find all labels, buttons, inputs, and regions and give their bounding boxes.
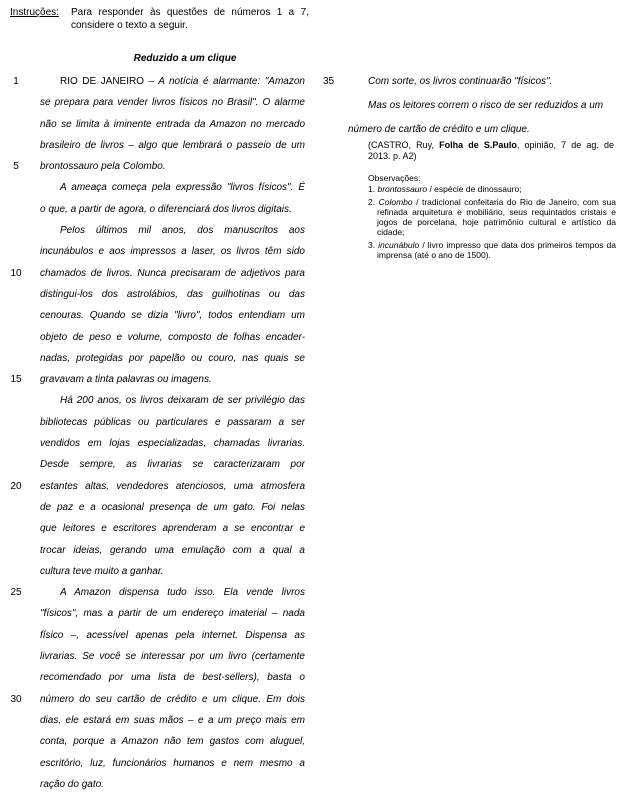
- text-line: dias, ele estará em suas mãos – e a um preço mais em: [40, 714, 305, 726]
- text-line: distingui-los dos astrolábios, das guilhotinas ou das: [40, 288, 305, 300]
- line-number: 1: [13, 76, 19, 87]
- text-line: cultura teve muito a ganhar.: [40, 565, 164, 577]
- text-line: físico –, acessível apenas pela internet. Dispensa as: [40, 629, 305, 641]
- main-text-column: [10, 75, 305, 799]
- text-line: 5 brontossauro pela Colombo.: [40, 160, 305, 181]
- text-line: vendidos em lojas especializadas, chamadas livrarias.: [40, 438, 305, 450]
- text-title: Reduzido a um clique: [133, 53, 237, 64]
- observation-item: 1. brontossauro / espécie de dinossauro;: [368, 184, 522, 194]
- text-line-37: número de cartão de crédito e um clique.: [348, 124, 530, 135]
- dateline: RIO DE JANEIRO: [60, 76, 145, 87]
- line-number: 25: [10, 587, 22, 599]
- text-line: conta, porque a Amazon não tem gastos com aluguel,: [40, 736, 305, 748]
- text-line: Há 200 anos, os livros deixaram de ser privilégio das: [60, 395, 305, 407]
- observations-list: [368, 184, 616, 260]
- text-line: bibliotecas públicas ou particulares e passaram a ser: [40, 416, 305, 428]
- line-number: 30: [10, 693, 22, 705]
- text-line-36: Mas os leitores correm o risco de ser reduzidos a um: [368, 100, 604, 111]
- text-line: 10 chamados de livros. Nunca precisaram de adjetivos para: [40, 267, 305, 288]
- text-line: recomendado por uma lista de best-sellers), basta o: [40, 672, 305, 684]
- text-line: o que, a partir de agora, o diferenciará dos livros digitais.: [40, 203, 292, 215]
- citation-source: Folha de S.Paulo: [439, 140, 517, 150]
- observations: [368, 173, 616, 263]
- text-line-35: 35 Com sorte, os livros continuarão "físicos".: [323, 76, 553, 87]
- observation-item: 3. incunábulo / livro impresso que data dos primeiros tempos da imprensa (até o ano de 1500).: [368, 240, 616, 260]
- text-line: objeto de peso e volume, composto de folhas encader-: [40, 331, 305, 343]
- text-line: nadas, protegidas por papelão ou couro, nas quais se: [40, 352, 305, 364]
- text-line: trocar ideias, gerando uma emulação com a qual a: [40, 544, 305, 556]
- text-line: 20 estantes altas, vendedores atenciosos, uma atmosfera: [40, 480, 305, 501]
- text-line: 1 RIO DE JANEIRO – A notícia é alarmante: "Amazon: [40, 75, 305, 96]
- text-line: incunábulos e aos impressos a laser, os livros têm sido: [40, 246, 305, 258]
- text-line: se prepara para vender livros físicos no Brasil". O alarme: [40, 97, 305, 109]
- text-line: A ameaça começa pela expressão "livros físicos". É: [60, 182, 305, 194]
- text-line: cenouras. Quando se dizia "livro", todos entendiam um: [40, 310, 305, 322]
- citation: (CASTRO, Ruy, Folha de S.Paulo, opinião, 7 de ag. de 2013. p. A2): [368, 140, 614, 161]
- second-text-column: [323, 75, 616, 147]
- text-line: brasileiro de livros – algo que lembrará o passeio de um: [40, 139, 305, 151]
- line-number: 5: [13, 161, 19, 173]
- instructions-label: Instruções:: [10, 7, 59, 18]
- text-line: livrarias. Se você se interessar por um livro (certamente: [40, 651, 305, 663]
- observation-term: Colombo: [378, 197, 413, 207]
- text-line: escritório, luz, funcionários humanos e nem mesmo a: [40, 757, 305, 769]
- text-line: Pelos últimos mil anos, dos manuscritos aos: [60, 225, 305, 237]
- text-line: que leitores e escritores aprenderam a se encontrar e: [40, 523, 305, 535]
- text-line: 30 número do seu cartão de crédito e um clique. Em dois: [40, 693, 305, 714]
- line-number: 20: [10, 480, 22, 492]
- instructions-text: Para responder às questões de números 1 a 7, considere o texto a seguir.: [71, 7, 309, 31]
- line-number: 15: [10, 374, 22, 386]
- text-line: 25 A Amazon dispensa tudo isso. Ela vende livros: [40, 586, 305, 607]
- observation-term: brontossauro: [377, 184, 428, 194]
- text-line: não se limita à iminente entrada da Amazon no mercado: [40, 118, 305, 130]
- observation-term: incunábulo: [378, 240, 420, 250]
- text-line: de paz e a ocasional presença de um gato. Foi nelas: [40, 501, 305, 513]
- text-line: 15 gravavam a tinta palavras ou imagens.: [40, 373, 305, 394]
- text-line: ração do gato.: [40, 778, 104, 790]
- text-line: Desde sempre, as livrarias se caracterizaram por: [40, 459, 305, 471]
- text-line: "físicos", mas a partir de um endereço imaterial – nada: [40, 608, 305, 620]
- line-number: 10: [10, 267, 22, 279]
- observation-item: 2. Colombo / tradicional confeitaria do Rio de Janeiro, com sua refinada arquitetura e mobiliário, seus requintados cristais e jogos de porcelana, hoje patrimônio cultural e artístico da cidade;: [368, 197, 616, 237]
- line-number: 35: [323, 76, 335, 87]
- observations-heading: Observações:: [368, 173, 421, 183]
